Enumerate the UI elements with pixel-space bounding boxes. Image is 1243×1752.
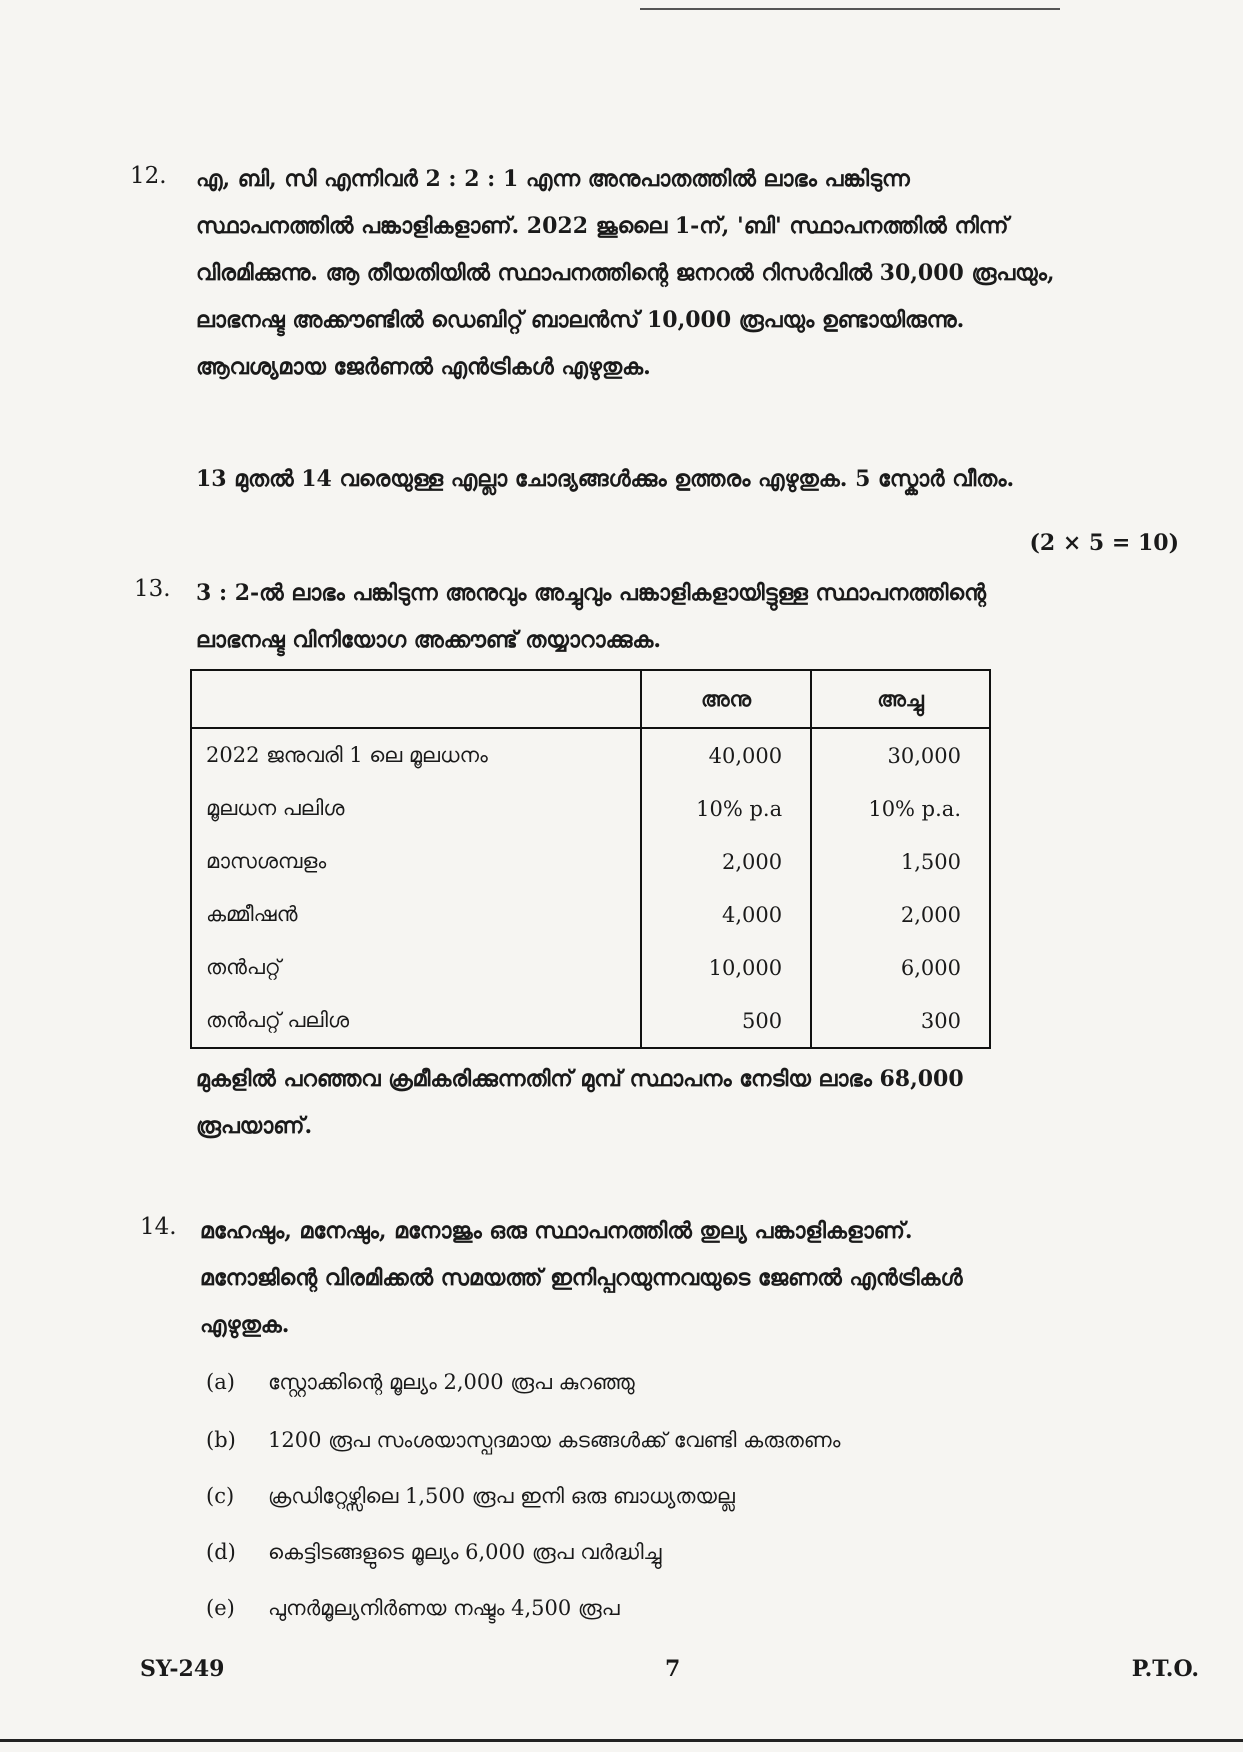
q13-after-line: മുകളിൽ പറഞ്ഞവ ക്രമീകരിക്കുന്നതിന് മുമ്പ് സ്ഥാപനം നേടിയ ലാഭം 68,000 [196,1066,964,1092]
q14-item-d [206,1540,661,1565]
item-label: (e) [206,1596,235,1620]
table-header-row [191,670,990,728]
row-label: 2022 ജനുവരി 1 ലെ മൂലധനം [206,743,488,767]
row-label: തൻപറ്റ് പലിശ [206,1008,350,1032]
q12-line: എ, ബി, സി എന്നിവർ 2 : 2 : 1 എന്ന അനുപാതത്തിൽ ലാഭം പങ്കിടുന്ന [196,166,910,192]
row-label: കമ്മീഷൻ [206,902,298,926]
achu-value: 30,000 [811,728,990,782]
row-label: തൻപറ്റ് [206,955,281,979]
item-label: (b) [206,1428,236,1452]
q13-after-line: രൂപയാണ്. [196,1113,313,1139]
table-header-blank [191,670,641,728]
item-label: (d) [206,1540,236,1564]
paper-code: SY-249 [140,1656,225,1682]
q12-number: 12. [130,163,167,189]
q12-line: സ്ഥാപനത്തിൽ പങ്കാളികളാണ്. 2022 ജൂലൈ 1-ന്, 'ബി' സ്ഥാപനത്തിൽ നിന്ന് [196,213,1009,239]
page-number: 7 [665,1656,681,1682]
q13-line: ലാഭനഷ്ട വിനിയോഗ അക്കൗണ്ട് തയ്യാറാക്കുക. [196,627,661,653]
pto-label: P.T.O. [1131,1656,1199,1682]
q14-item-e [206,1596,620,1621]
q14-item-c [206,1484,735,1509]
achu-value: 10% p.a. [811,782,990,835]
q13-after-text [196,1056,1136,1150]
anu-value: 10,000 [641,941,811,994]
item-text: 1200 രൂപ സംശയാസ്പദമായ കടങ്ങൾക്ക് വേണ്ടി കരുതണം [268,1428,841,1452]
table-row [191,994,990,1048]
table-row [191,941,990,994]
table-row [191,835,990,888]
row-label: മൂലധന പലിശ [206,796,345,820]
section-marks: (2 × 5 = 10) [1029,530,1179,556]
q14-item-b [206,1428,840,1453]
row-label: മാസശമ്പളം [206,849,327,873]
q14-line: മഹേഷും, മനേഷും, മനോജും ഒരു സ്ഥാപനത്തിൽ തുല്യ പങ്കാളികളാണ്. [200,1218,913,1244]
anu-value: 2,000 [641,835,811,888]
scan-bottom-edge [0,1739,1243,1742]
partner-data-table [190,669,991,1049]
q14-number: 14. [140,1214,177,1240]
q12-text [196,156,1136,391]
scan-edge-line [640,8,1060,10]
q13-line: 3 : 2-ൽ ലാഭം പങ്കിടുന്ന അനുവും അച്ചുവും പങ്കാളികളായിട്ടുള്ള സ്ഥാപനത്തിന്റെ [196,580,986,606]
achu-value: 6,000 [811,941,990,994]
q14-text [200,1208,1136,1349]
achu-value: 1,500 [811,835,990,888]
achu-value: 300 [811,994,990,1048]
q12-line: വിരമിക്കുന്നു. ആ തീയതിയിൽ സ്ഥാപനത്തിന്റെ ജനറൽ റിസർവിൽ 30,000 രൂപയും, [196,260,1055,286]
anu-value: 40,000 [641,728,811,782]
item-text: ക്രഡിറ്റേഴ്സിലെ 1,500 രൂപ ഇനി ഒരു ബാധ്യതയല്ല [268,1484,735,1508]
q13-text [196,570,1136,664]
table-header-achu: അച്ചു [811,670,990,728]
table-row [191,782,990,835]
q13-number: 13. [134,576,171,602]
q14-item-a [206,1370,635,1395]
table-header-anu: അനു [641,670,811,728]
anu-value: 10% p.a [641,782,811,835]
item-text: കെട്ടിടങ്ങളുടെ മൂല്യം 6,000 രൂപ വർദ്ധിച്ചു [268,1540,662,1564]
anu-value: 4,000 [641,888,811,941]
table-row [191,888,990,941]
q14-line: എഴുതുക. [200,1312,290,1338]
q12-line: ആവശ്യമായ ജേർണൽ എൻട്രികൾ എഴുതുക. [196,354,651,380]
achu-value: 2,000 [811,888,990,941]
anu-value: 500 [641,994,811,1048]
q14-line: മനോജിന്റെ വിരമിക്കൽ സമയത്ത് ഇനിപ്പറയുന്നവയുടെ ജേണൽ എൻട്രികൾ [200,1265,963,1291]
q12-line: ലാഭനഷ്ട അക്കൗണ്ടിൽ ഡെബിറ്റ് ബാലൻസ് 10,000 രൂപയും ഉണ്ടായിരുന്നു. [196,307,965,333]
item-text: സ്റ്റോക്കിന്റെ മൂല്യം 2,000 രൂപ കുറഞ്ഞു [268,1370,635,1394]
table-row [191,728,990,782]
item-label: (c) [206,1484,235,1508]
item-label: (a) [206,1370,235,1394]
section-instruction: 13 മുതൽ 14 വരെയുള്ള എല്ലാ ചോദ്യങ്ങൾക്കും ഉത്തരം എഴുതുക. 5 സ്കോർ വീതം. [196,466,1015,492]
item-text: പുനർമൂല്യനിർണയ നഷ്ടം 4,500 രൂപ [268,1596,620,1620]
